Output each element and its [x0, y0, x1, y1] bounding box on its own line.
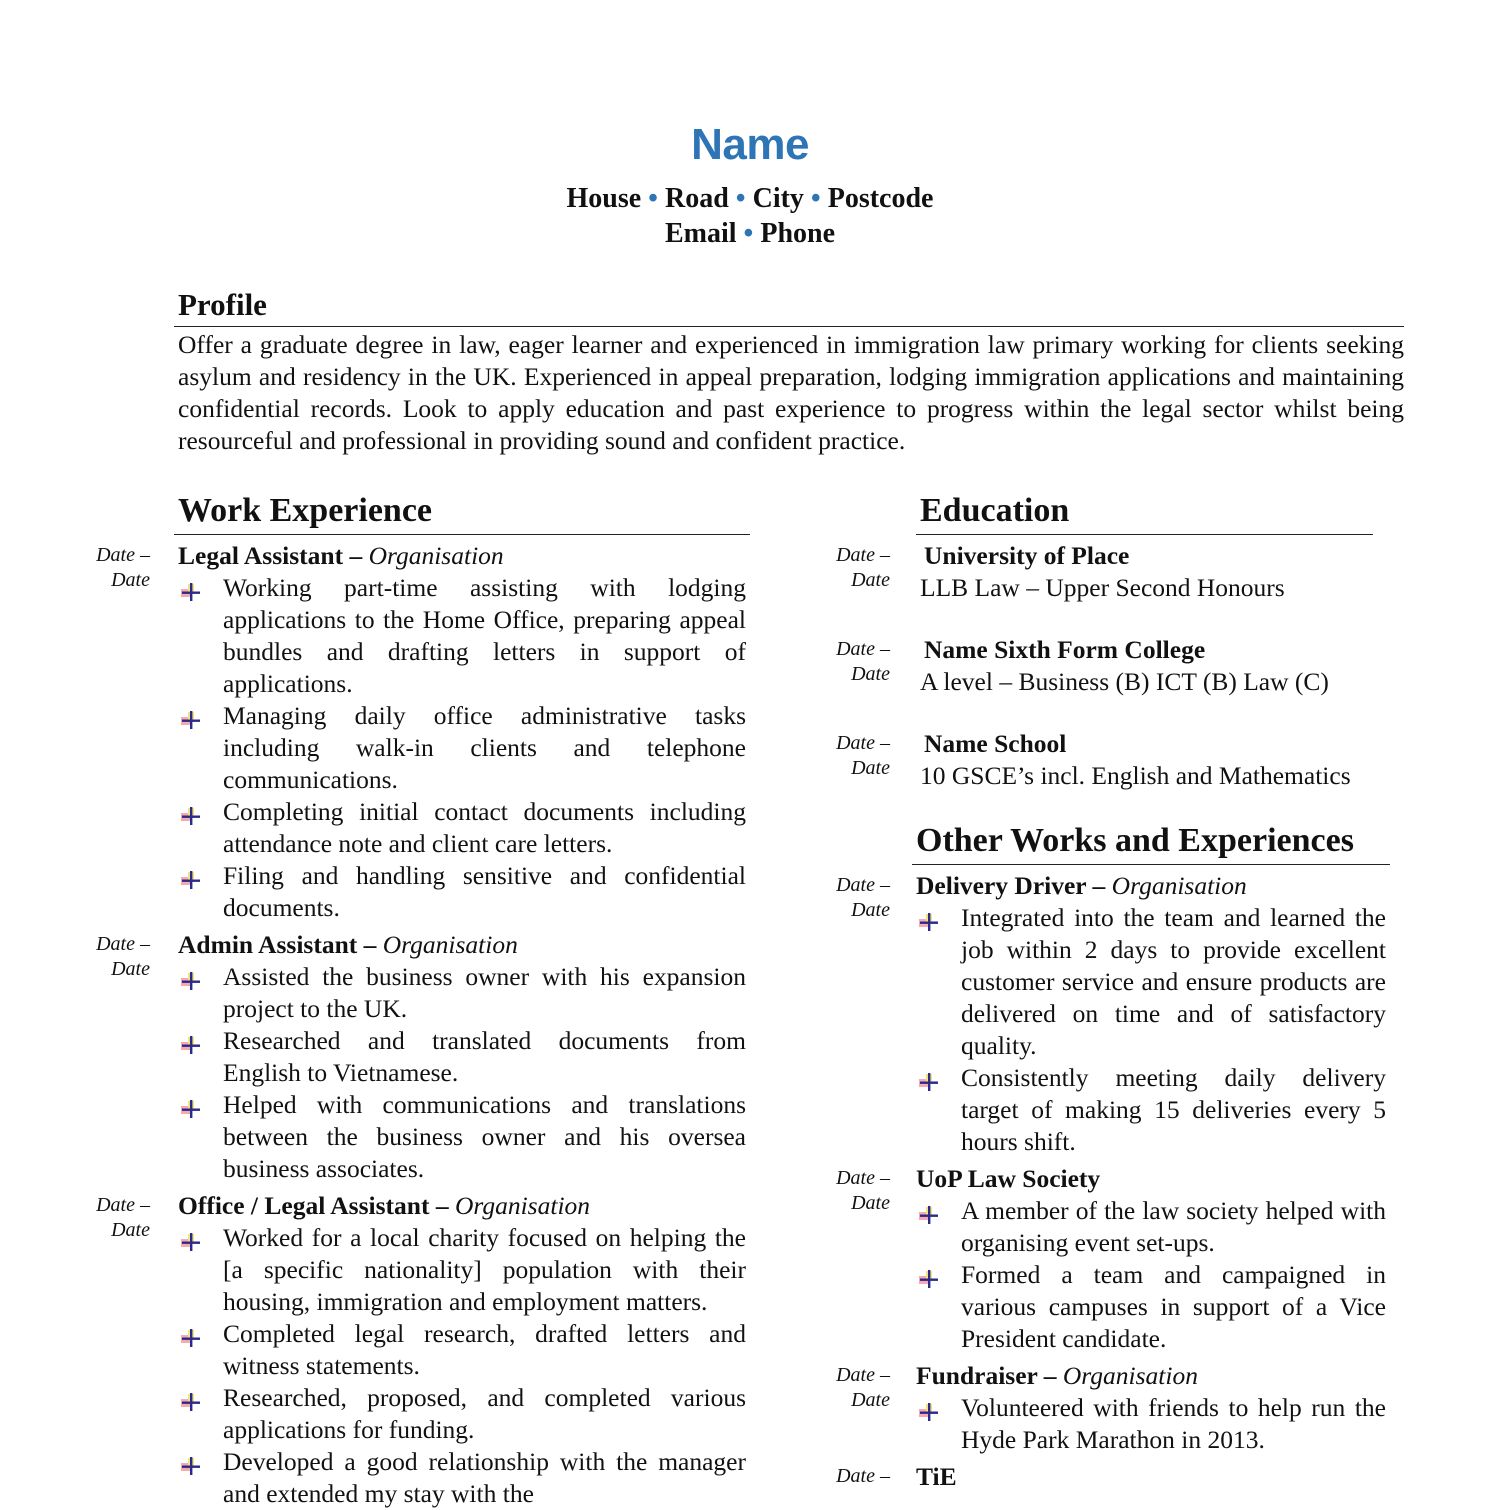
bullet-item	[916, 1392, 1390, 1456]
education-entry	[820, 540, 1390, 604]
entry-organisation: Organisation	[1062, 1361, 1198, 1390]
experience-entry	[820, 1163, 1390, 1355]
bullet-text: Assisted the business owner with his expansion project to the UK.	[223, 962, 746, 1023]
entry-organisation: Organisation	[1111, 871, 1247, 900]
work-entries	[80, 540, 750, 1510]
bullet-item	[178, 860, 750, 924]
education-entry	[820, 634, 1390, 698]
date-start: Date –	[96, 544, 150, 566]
date-end: Date	[851, 663, 890, 685]
profile-text: Offer a graduate degree in law, eager learner and experienced in immigration law primary working for clients seeking asylum and residency in the UK. Experienced in appeal preparation, lodging immigration applications and maintaining confidential records. Look to apply education and past experience to progress within the legal sector whilst being resourceful and professional in providing sound and confident practice.	[178, 330, 1404, 455]
bullet-text: Researched and translated documents from English to Vietnamese.	[223, 1026, 746, 1087]
contact-phone: Phone	[760, 218, 836, 249]
date-end: Date	[111, 958, 150, 980]
bullet-list	[178, 572, 750, 924]
experience-entry	[820, 1461, 1390, 1493]
entry-date	[80, 1190, 150, 1510]
qualification: 10 GSCE’s incl. English and Mathematics	[920, 761, 1351, 790]
entry-date	[820, 540, 890, 604]
date-end: Date	[111, 1219, 150, 1241]
entry-organisation: Organisation	[368, 541, 504, 570]
other-experience-entries	[820, 870, 1390, 1493]
entry-title-line	[178, 540, 750, 572]
bullet-item	[178, 1318, 750, 1382]
date-end: Date	[111, 569, 150, 591]
bullet-cross-icon	[918, 1265, 940, 1285]
bullet-item	[178, 1025, 750, 1089]
date-end: Date	[851, 1389, 890, 1411]
entry-role: Admin Assistant	[178, 930, 358, 959]
experience-entry	[820, 870, 1390, 1158]
bullet-text: Managing daily office administrative tasks including walk-in clients and telephone communications.	[223, 701, 746, 794]
bullet-item	[178, 796, 750, 860]
bullet-item	[916, 1195, 1390, 1259]
experience-entry	[80, 540, 750, 924]
date-start: Date –	[836, 732, 890, 754]
entry-separator: –	[357, 930, 383, 959]
address-line	[0, 183, 1500, 215]
qualification: A level – Business (B) ICT (B) Law (C)	[920, 667, 1329, 696]
bullet-list	[178, 1222, 750, 1510]
education-entries	[820, 540, 1390, 792]
experience-entry	[80, 1190, 750, 1510]
bullet-item	[178, 700, 750, 796]
experience-entry	[820, 1360, 1390, 1456]
address-city: City	[752, 183, 804, 214]
bullet-cross-icon	[180, 1388, 202, 1408]
experience-entry	[80, 929, 750, 1185]
education-heading: Education	[916, 488, 1373, 535]
bullet-text: Helped with communications and translations between the business owner and his oversea business associates.	[223, 1090, 746, 1183]
institution-name: Name Sixth Form College	[924, 635, 1206, 664]
bullet-item	[178, 1222, 750, 1318]
bullet-text: Consistently meeting daily delivery target of making 15 deliveries every 5 hours shift.	[961, 1063, 1386, 1156]
bullet-item	[178, 1382, 750, 1446]
bullet-list	[916, 902, 1390, 1158]
entry-title-line	[916, 1163, 1390, 1195]
work-experience-section	[80, 488, 750, 1510]
bullet-cross-icon	[180, 578, 202, 598]
entry-role: Delivery Driver	[916, 871, 1087, 900]
separator-dot: •	[735, 183, 746, 214]
entry-date	[820, 728, 890, 792]
institution-name: University of Place	[924, 541, 1130, 570]
bullet-cross-icon	[918, 1201, 940, 1221]
bullet-text: Researched, proposed, and completed various applications for funding.	[223, 1383, 746, 1444]
date-end: Date	[851, 757, 890, 779]
entry-organisation: Organisation	[454, 1191, 591, 1220]
address-house: House	[566, 183, 642, 214]
qualification: LLB Law – Upper Second Honours	[920, 573, 1285, 602]
contact-line	[0, 218, 1500, 250]
entry-date	[820, 1163, 890, 1355]
entry-title-line	[916, 1360, 1390, 1392]
bullet-text: Filing and handling sensitive and confidential documents.	[223, 861, 746, 922]
entry-role: Office / Legal Assistant	[178, 1191, 430, 1220]
entry-separator: –	[343, 541, 369, 570]
bullet-item	[916, 1062, 1390, 1158]
entry-title-line	[916, 870, 1390, 902]
bullet-item	[178, 1089, 750, 1185]
entry-role: Fundraiser	[916, 1361, 1038, 1390]
entry-date	[80, 540, 150, 924]
contact-email: Email	[664, 218, 737, 249]
entry-separator: –	[1086, 871, 1112, 900]
entry-role: UoP Law Society	[916, 1164, 1101, 1193]
bullet-item	[916, 1259, 1390, 1355]
entry-title-line	[916, 1461, 1390, 1493]
bullet-item	[178, 961, 750, 1025]
bullet-item	[178, 1446, 750, 1510]
bullet-cross-icon	[918, 1068, 940, 1088]
entry-title-line	[178, 929, 750, 961]
separator-dot: •	[648, 183, 658, 214]
date-start: Date –	[96, 1194, 150, 1216]
entry-separator: –	[429, 1191, 455, 1220]
entry-role: Legal Assistant	[178, 541, 344, 570]
bullet-text: Completed legal research, drafted letters and witness statements.	[223, 1319, 746, 1380]
entry-date	[820, 1360, 890, 1456]
bullet-text: Worked for a local charity focused on helping the [a specific nationality] population with their housing, immigration and employment matters.	[223, 1223, 746, 1316]
entry-date	[820, 634, 890, 698]
entry-title-line	[178, 1190, 750, 1222]
other-experience-heading: Other Works and Experiences	[912, 818, 1390, 865]
entry-separator: –	[1037, 1361, 1063, 1390]
bullet-text: Developed a good relationship with the manager and extended my stay with the	[223, 1447, 746, 1508]
bullet-cross-icon	[918, 908, 940, 928]
bullet-cross-icon	[180, 967, 202, 987]
institution-name: Name School	[924, 729, 1067, 758]
date-start: Date –	[836, 874, 890, 896]
bullet-cross-icon	[180, 802, 202, 822]
separator-dot: •	[743, 218, 754, 249]
date-start: Date –	[836, 1465, 890, 1487]
bullet-cross-icon	[180, 1452, 202, 1472]
bullet-cross-icon	[180, 866, 202, 886]
bullet-list	[916, 1392, 1390, 1456]
bullet-cross-icon	[180, 1228, 202, 1248]
profile-section	[174, 284, 1404, 457]
work-experience-heading: Work Experience	[174, 488, 750, 535]
separator-dot: •	[810, 183, 821, 214]
entry-date	[820, 1461, 890, 1493]
bullet-cross-icon	[180, 1031, 202, 1051]
entry-organisation: Organisation	[382, 930, 518, 959]
bullet-text: Completing initial contact documents including attendance note and client care letters.	[223, 797, 746, 858]
entry-date	[820, 870, 890, 1158]
date-start: Date –	[836, 1167, 890, 1189]
profile-heading: Profile	[174, 284, 1404, 327]
bullet-list	[916, 1195, 1390, 1355]
bullet-text: Integrated into the team and learned the job within 2 days to provide excellent customer service and ensure products are delivered on time and of satisfactory quality.	[961, 903, 1386, 1060]
address-road: Road	[664, 183, 729, 214]
entry-date	[80, 929, 150, 1185]
education-entry	[820, 728, 1390, 792]
date-start: Date –	[836, 1364, 890, 1386]
date-end: Date	[851, 569, 890, 591]
bullet-cross-icon	[180, 1095, 202, 1115]
date-end: Date	[851, 899, 890, 921]
bullet-text: Working part-time assisting with lodging applications to the Home Office, preparing appeal bundles and drafting letters in support of applications.	[223, 573, 746, 698]
bullet-cross-icon	[180, 706, 202, 726]
resume-name: Name	[691, 120, 809, 169]
date-start: Date –	[96, 933, 150, 955]
bullet-list	[178, 961, 750, 1185]
entry-role: TiE	[916, 1462, 957, 1491]
bullet-cross-icon	[918, 1398, 940, 1418]
date-end: Date	[851, 1192, 890, 1214]
date-start: Date –	[836, 638, 890, 660]
bullet-cross-icon	[180, 1324, 202, 1344]
address-postcode: Postcode	[827, 183, 934, 214]
bullet-text: A member of the law society helped with organising event set-ups.	[961, 1196, 1386, 1257]
bullet-text: Volunteered with friends to help run the Hyde Park Marathon in 2013.	[961, 1393, 1386, 1454]
bullet-item	[178, 572, 750, 700]
bullet-item	[916, 902, 1390, 1062]
bullet-text: Formed a team and campaigned in various campuses in support of a Vice President candidate.	[961, 1260, 1386, 1353]
date-start: Date –	[836, 544, 890, 566]
right-column	[820, 488, 1390, 1493]
